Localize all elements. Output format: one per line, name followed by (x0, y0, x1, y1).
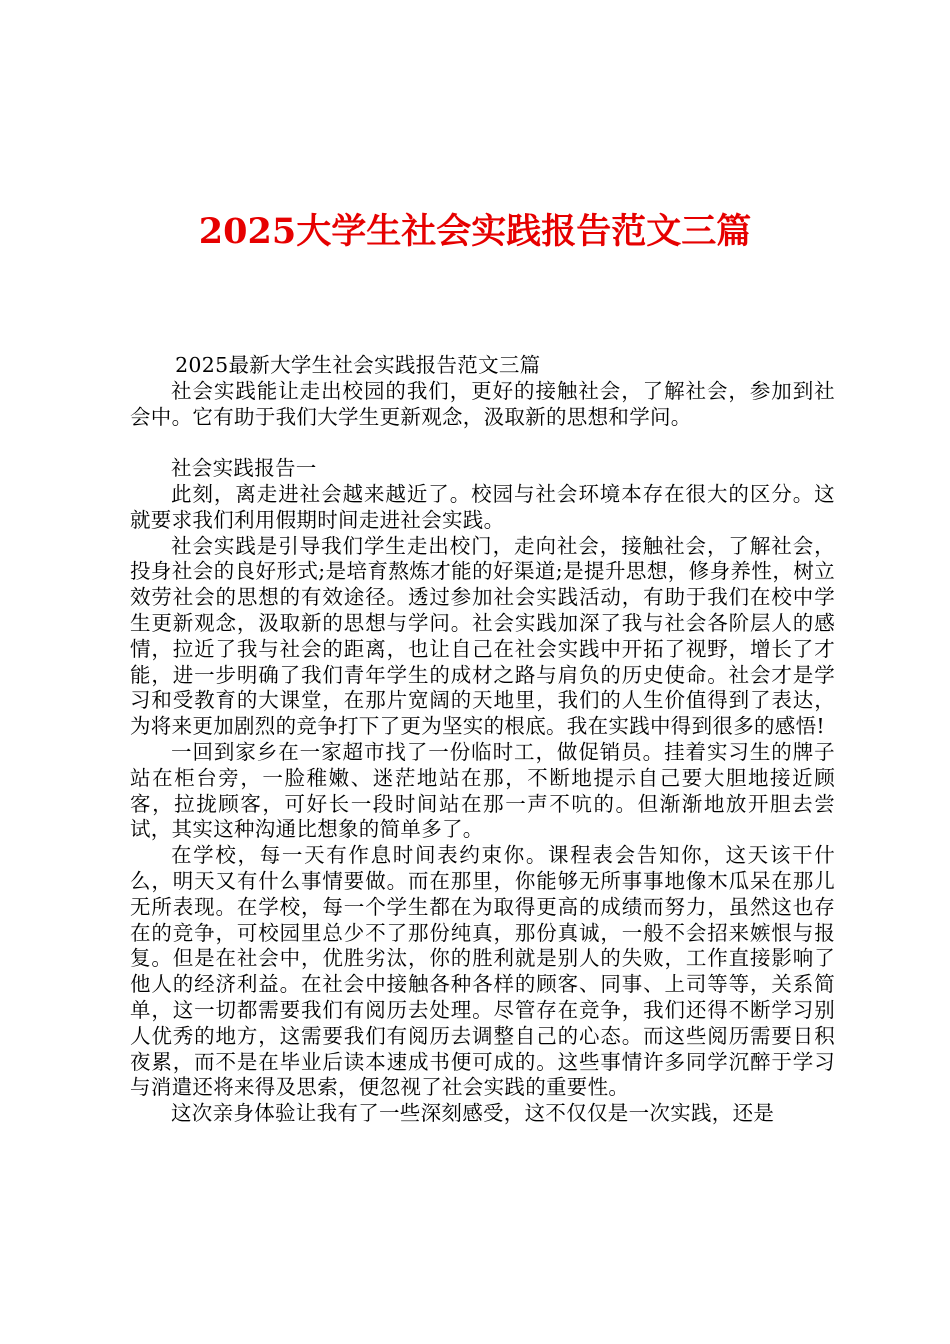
section-heading: 社会实践报告一 (171, 456, 317, 481)
document-subtitle: 2025最新大学生社会实践报告范文三篇 (175, 353, 541, 377)
document-body (130, 353, 835, 1127)
body-paragraph: 在学校，每一天有作息时间表约束你。课程表会告知你，这天该干什么，明天又有什么事情要做。而在那里，你能够无所事事地像木瓜呆在那儿无所表现。在学校，每一个学生都在为取得更高的成绩而努力，虽然这也存在的竞争，可校园里总少不了那份纯真，那份真诚，一般不会招来嫉恨与报复。但是在社会中，优胜劣汰，你的胜利就是别人的失败，工作直接影响了他人的经济利益。在社会中接触各种各样的顾客、同事、上司等等，关系简单，这一切都需要我们有阅历去处理。尽管存在竞争，我们还得不断学习别人优秀的地方，这需要我们有阅历去调整自己的心态。而这些阅历需要日积夜累，而不是在毕业后读本速成书便可成的。这些事情许多同学沉醉于学习与消遣还将来得及思索，便忽视了社会实践的重要性。 (130, 843, 835, 1100)
intro-paragraph: 社会实践能让走出校园的我们，更好的接触社会，了解社会，参加到社会中。它有助于我们大学生更新观念，汲取新的思想和学问。 (130, 378, 835, 429)
body-paragraph: 此刻，离走进社会越来越近了。校园与社会环境本存在很大的区分。这就要求我们利用假期时间走进社会实践。 (130, 481, 835, 532)
body-paragraph: 社会实践是引导我们学生走出校门，走向社会，接触社会，了解社会，投身社会的良好形式;是培育熬炼才能的好渠道;是提升思想，修身养性，树立效劳社会的思想的有效途径。透过参加社会实践活动，有助于我们在校中学生更新观念，汲取新的思想与学问。社会实践加深了我与社会各阶层人的感情，拉近了我与社会的距离，也让自己在社会实践中开拓了视野，增长了才能，进一步明确了我们青年学生的成材之路与肩负的历史使命。社会才是学习和受教育的大课堂，在那片宽阔的天地里，我们的人生价值得到了表达，为将来更加剧烈的竞争打下了更为坚实的根底。我在实践中得到很多的感悟! (130, 533, 835, 739)
paragraph-spacer (130, 430, 835, 456)
body-paragraph: 一回到家乡在一家超市找了一份临时工，做促销员。挂着实习生的牌子站在柜台旁，一脸稚嫩、迷茫地站在那，不断地提示自己要大胆地接近顾客，拉拢顾客，可好长一段时间站在那一声不吭的。但渐渐地放开胆去尝试，其实这种沟通比想象的简单多了。 (130, 739, 835, 842)
body-paragraph: 这次亲身体验让我有了一些深刻感受，这不仅仅是一次实践，还是 (171, 1101, 775, 1126)
document-title: 2025大学生社会实践报告范文三篇 (198, 211, 752, 252)
